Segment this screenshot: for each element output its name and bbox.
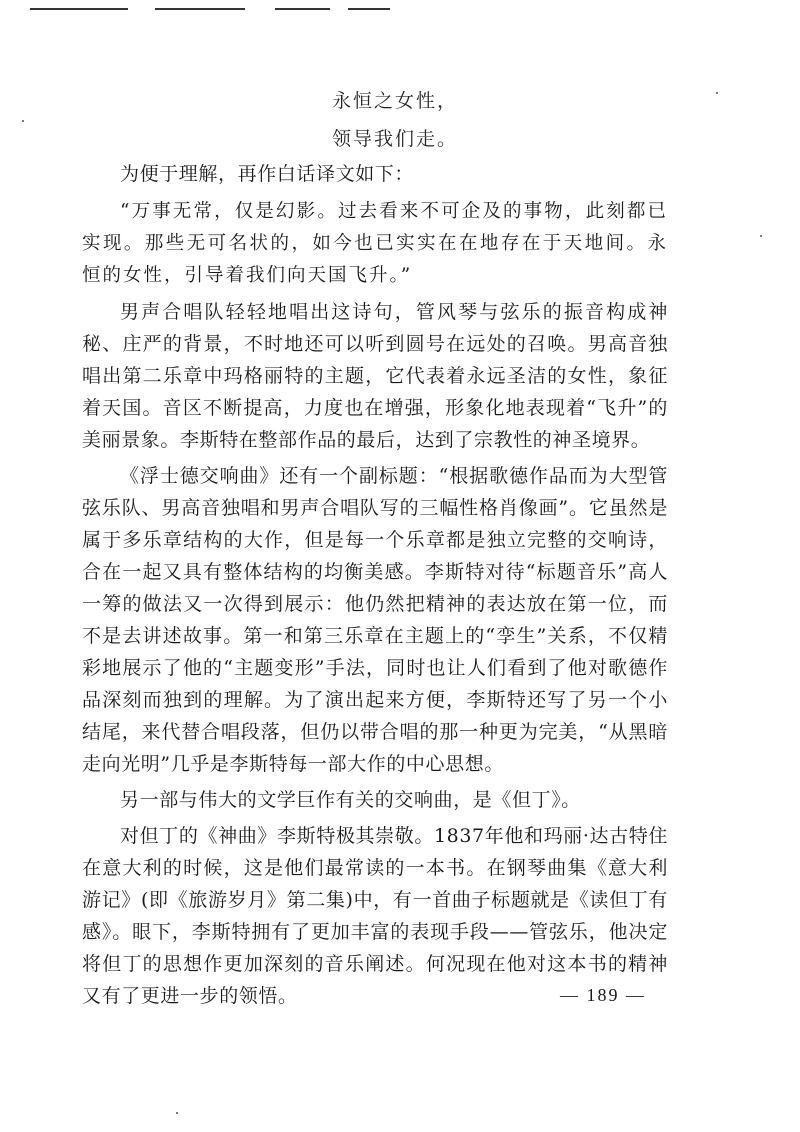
scan-speck bbox=[22, 120, 24, 122]
paragraph-dante-intro: 另一部与伟大的文学巨作有关的交响曲，是《但丁》。 bbox=[120, 789, 581, 811]
paragraph-chorus: 男声合唱队轻轻地唱出这诗句，管风琴与弦乐的振音构成神秘、庄严的背景，不时地还可以听到圆号在远处的召唤。男高音独唱出第二乐章中玛格丽特的主题，它代表着永远圣洁的女性，象征着天国。音区不断提高，力度也在增强，形象化地表现着“飞升”的美丽景象。李斯特在整部作品的最后，达到了宗教性的神圣境界。 bbox=[82, 301, 668, 451]
paragraph-divine-comedy: 对但丁的《神曲》李斯特极其崇敬。1837年他和玛丽·达古特住在意大利的时候，这是他们最常读的一本书。在钢琴曲集《意大利游记》(即《旅游岁月》第二集)中，有一首曲子标题就是《读但丁有感》。眼下，李斯特拥有了更加丰富的表现手段——管弦乐，他决定将但丁的思想作更加深刻的音乐阐述。何况现在他对这本书的精神又有了更进一步的领悟。 bbox=[82, 825, 668, 1007]
paragraph-intro: 为便于理解，再作白话译文如下： bbox=[120, 163, 415, 185]
paragraph-faust-symphony: 《浮士德交响曲》还有一个副标题：“根据歌德作品而为大型管弦乐队、男高音独唱和男声合唱队写的三幅性格肖像画”。它虽然是属于多乐章结构的大作，但是每一个乐章都是独立完整的交响诗，合在一起又具有整体结构的均衡美感。李斯特对待“标题音乐”高人一筹的做法又一次得到展示：他仍然把精神的表达放在第一位，而不是去讲述故事。第一和第三乐章在主题上的“孪生”关系，不仅精彩地展示了他的“主题变形”手法，同时也让人们看到了他对歌德作品深刻而独到的理解。为了演出起来方便，李斯特还写了另一个小结尾，来代替合唱段落，但仍以带合唱的那一种更为完美，“从黑暗走向光明”几乎是李斯特每一部大作的中心思想。 bbox=[82, 465, 668, 775]
scan-speck bbox=[176, 1112, 178, 1114]
paragraph-translation: “万事无常，仅是幻影。过去看来不可企及的事物，此刻都已实现。那些无可名状的，如今也已实实在在地存在于天地间。永恒的女性，引导着我们向天国飞升。” bbox=[82, 201, 668, 286]
scan-top-rule bbox=[275, 8, 330, 10]
verse-line-2: 领导我们走。 bbox=[331, 128, 458, 150]
scan-speck bbox=[716, 92, 718, 94]
scan-top-rule bbox=[30, 8, 128, 10]
page-number: — 189 — bbox=[560, 985, 646, 1005]
scan-top-rule bbox=[348, 8, 390, 10]
scan-speck bbox=[760, 235, 762, 237]
poem-verse bbox=[82, 82, 668, 158]
scan-top-rule bbox=[155, 8, 245, 10]
book-page bbox=[82, 82, 668, 1016]
verse-line-1: 永恒之女性， bbox=[331, 90, 458, 112]
